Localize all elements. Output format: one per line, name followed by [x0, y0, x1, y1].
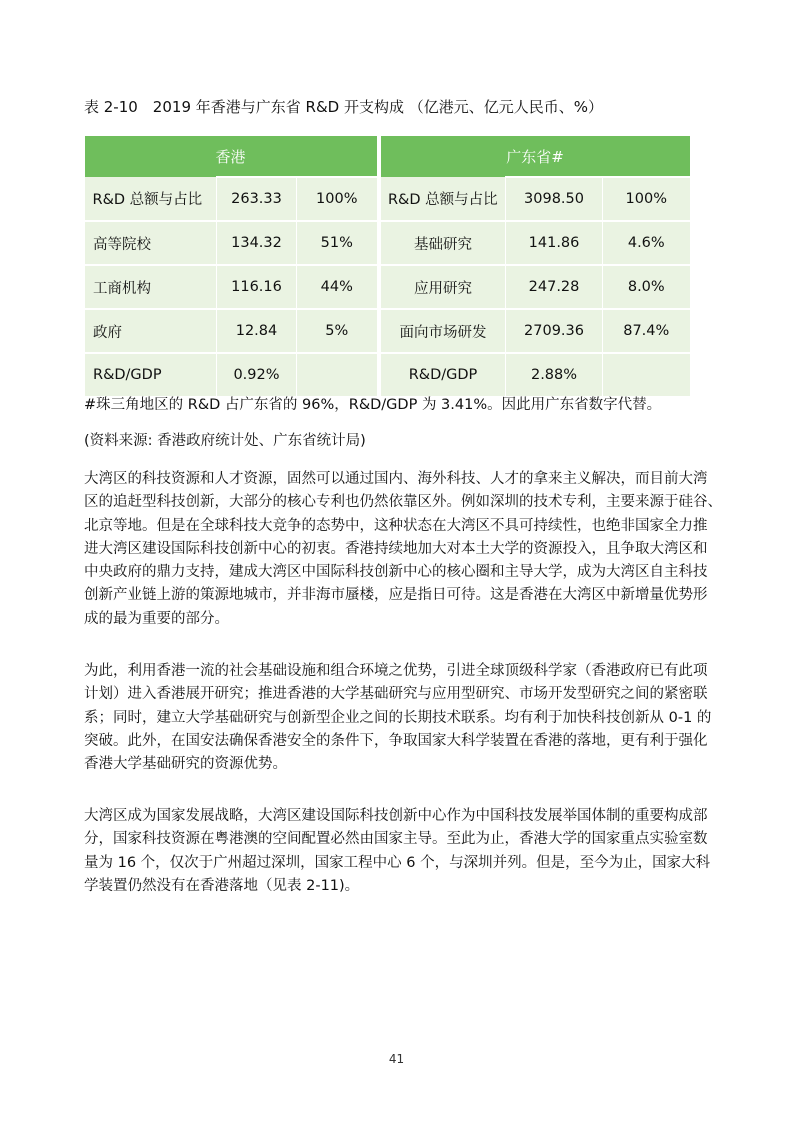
text-line: 进大湾区建设国际科技创新中心的初衷。香港持续地加大对本土大学的资源投入，且争取大湾区和: [84, 540, 708, 557]
table-row: [85, 353, 690, 396]
page-number: 41: [388, 1052, 405, 1066]
text-line: 北京等地。但是在全球科技大竞争的态势中，这种状态在大湾区不具可持续性，也绝非国家全力推: [84, 517, 708, 534]
hk-value: 134.32: [217, 221, 297, 265]
hk-share: 100%: [297, 177, 377, 221]
gd-share: 8.0%: [603, 265, 690, 309]
gd-share: 87.4%: [603, 309, 690, 353]
table-row: [85, 177, 690, 221]
gd-value: 2.88%: [506, 353, 603, 396]
gd-label: 面向市场研发: [381, 309, 506, 353]
gd-value: 3098.50: [506, 177, 603, 221]
table-header-row: [85, 136, 690, 177]
text-line: 量为 16 个，仅次于广州超过深圳，国家工程中心 6 个，与深圳并列。但是，至今为止，国家大科: [84, 854, 711, 871]
hk-share: 51%: [297, 221, 377, 265]
text-line: 大湾区成为国家发展战略，大湾区建设国际科技创新中心作为中国科技发展举国体制的重要构成部: [84, 808, 708, 824]
gd-label: 基础研究: [381, 221, 506, 265]
text-line: 分，国家科技资源在粤港澳的空间配置必然由国家主导。至此为止，香港大学的国家重点实验室数: [84, 831, 708, 848]
hk-label: R&D/GDP: [85, 353, 217, 396]
table-source: (资料来源: 香港政府统计处、广东省统计局): [84, 433, 366, 449]
text-line: 突破。此外，在国安法确保香港安全的条件下，争取国家大科学装置在香港的落地，更有利于强化: [84, 732, 708, 749]
hk-label: 工商机构: [85, 265, 217, 309]
gd-value: 247.28: [506, 265, 603, 309]
hk-share: 44%: [297, 265, 377, 309]
hk-share: 5%: [297, 309, 377, 353]
gd-label: R&D/GDP: [381, 353, 506, 396]
hk-value: 0.92%: [217, 353, 297, 396]
text-line: 学装置仍然没有在香港落地（见表 2-11)。: [84, 877, 360, 894]
paragraph-3: [84, 805, 712, 898]
text-line: 系；同时，建立大学基础研究与创新型企业之间的长期技术联系。均有利于加快科技创新从 0-1 的: [84, 709, 712, 726]
hk-label: 高等院校: [85, 221, 217, 265]
text-line: 计划）进入香港展开研究；推进香港的大学基础研究与应用型研究、市场开发型研究之间的紧密联: [84, 686, 708, 703]
table-row: [85, 265, 690, 309]
text-line: 创新产业链上游的策源地城市，并非海市蜃楼，应是指日可待。这是香港在大湾区中新增量优势形: [84, 587, 708, 604]
gd-share: 100%: [603, 177, 690, 221]
table-row: [85, 221, 690, 265]
table-footnote: #珠三角地区的 R&D 占广东省的 96%，R&D/GDP 为 3.41%。因此用广东省数字代替。: [84, 397, 662, 413]
gd-value: 141.86: [506, 221, 603, 265]
gd-share: 4.6%: [603, 221, 690, 265]
text-line: 香港大学基础研究的资源优势。: [84, 756, 287, 773]
rd-expenditure-table: [84, 136, 690, 396]
gd-label: R&D 总额与占比: [381, 177, 506, 221]
gd-share: [603, 353, 690, 396]
text-line: 为此，利用香港一流的社会基础设施和组合环境之优势，引进全球顶级科学家（香港政府已有此项: [84, 663, 708, 679]
text-line: 大湾区的科技资源和人才资源，固然可以通过国内、海外科技、人才的拿来主义解决，而目前大湾: [84, 471, 708, 487]
hk-share: [297, 353, 377, 396]
hk-value: 12.84: [217, 309, 297, 353]
table-row: [85, 309, 690, 353]
text-line: 成的最为重要的部分。: [84, 610, 229, 627]
paragraph-2: [84, 660, 712, 776]
paragraph-1: [84, 468, 722, 631]
text-line: 区的追赶型科技创新，大部分的核心专利也仍然依靠区外。例如深圳的技术专利，主要来源于硅谷、: [84, 494, 722, 511]
header-hong-kong: 香港: [85, 136, 377, 177]
hk-label: 政府: [85, 309, 217, 353]
header-guangdong: 广东省#: [381, 136, 690, 177]
hk-label: R&D 总额与占比: [85, 177, 217, 221]
gd-label: 应用研究: [381, 265, 506, 309]
text-line: 中央政府的鼎力支持，建成大湾区中国际科技创新中心的核心圈和主导大学，成为大湾区自主科技: [84, 564, 708, 581]
gd-value: 2709.36: [506, 309, 603, 353]
hk-value: 263.33: [217, 177, 297, 221]
hk-value: 116.16: [217, 265, 297, 309]
table-caption: 表 2-10 2019 年香港与广东省 R&D 开支构成 （亿港元、亿元人民币、%）: [84, 98, 603, 116]
